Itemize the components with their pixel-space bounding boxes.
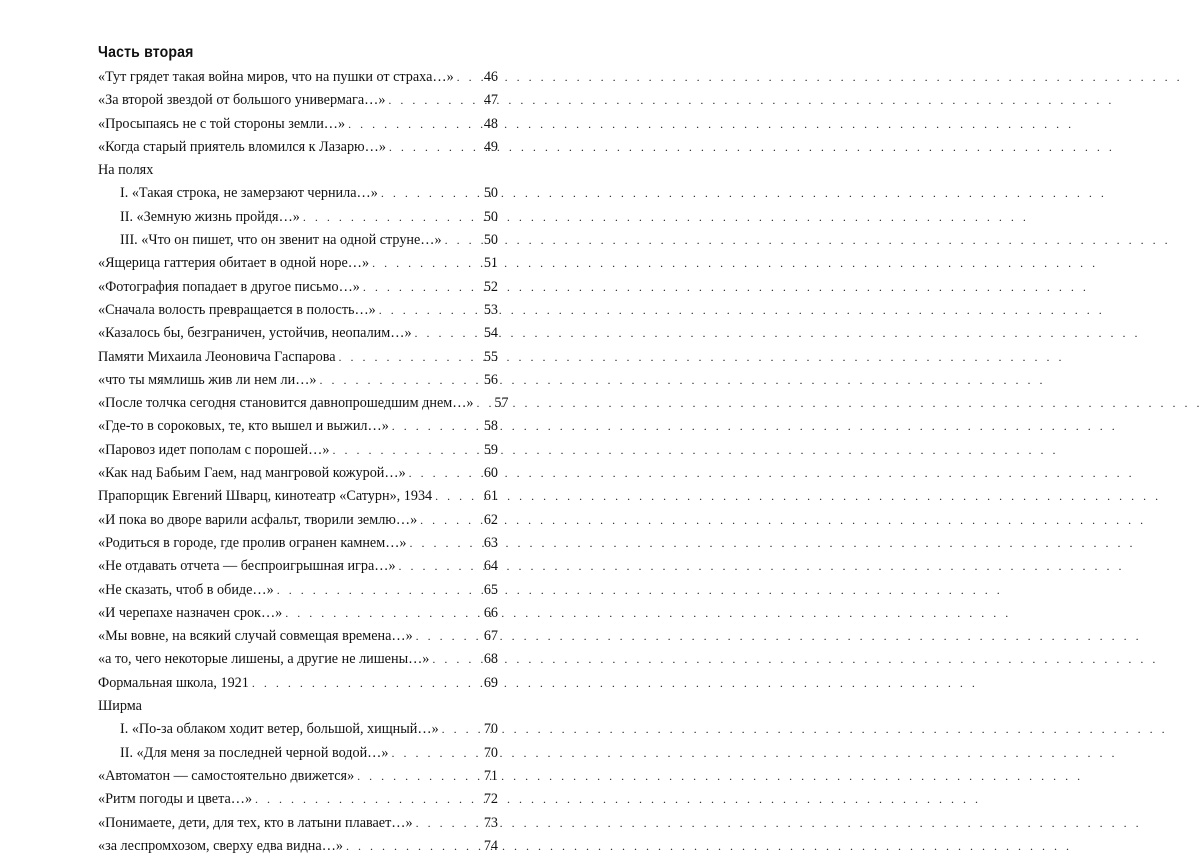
table-of-contents	[98, 66, 509, 858]
toc-entry-page-number: 70	[483, 721, 498, 738]
toc-entry-title: «Ритм погоды и цвета…»	[98, 791, 253, 808]
dot-leader	[439, 718, 476, 741]
dot-leader	[432, 485, 476, 508]
toc-entry	[98, 788, 498, 811]
toc-entry-page-number: 64	[483, 558, 498, 575]
toc-entry-title: III. «Что он пишет, что он звенит на одной струне…»	[120, 232, 442, 249]
dot-leader	[388, 742, 476, 765]
toc-entry-page-number: 60	[483, 465, 498, 482]
toc-entry-title: «Просыпаясь не с той стороны земли…»	[98, 115, 346, 132]
toc-entry-page-number: 59	[483, 441, 498, 458]
toc-entry-title: Формальная школа, 1921	[98, 674, 249, 691]
toc-entry-title: «Казалось бы, безграничен, устойчив, неопалим…»	[98, 325, 412, 342]
toc-entry	[98, 625, 498, 648]
toc-entry	[98, 159, 498, 182]
toc-entry	[98, 229, 498, 252]
dot-leader	[389, 415, 476, 438]
dot-leader	[413, 812, 476, 835]
dot-leader	[329, 439, 476, 462]
toc-entry	[98, 182, 498, 205]
toc-entry-page-number: 69	[483, 674, 498, 691]
toc-entry	[98, 742, 498, 765]
toc-entry	[98, 276, 498, 299]
toc-entry	[98, 648, 498, 671]
toc-entry	[98, 392, 509, 415]
dot-leader	[386, 136, 476, 159]
dot-leader	[376, 299, 476, 322]
dot-leader	[454, 66, 476, 89]
toc-entry-page-number: 74	[483, 837, 498, 854]
toc-entry-page-number: 72	[483, 791, 498, 808]
dot-leader	[413, 625, 476, 648]
dot-leader	[369, 252, 476, 275]
toc-entry-page-number: 53	[483, 301, 498, 318]
toc-entry	[98, 113, 498, 136]
toc-entry-page-number: 57	[494, 395, 509, 412]
toc-entry-page-number: 47	[483, 92, 498, 109]
dot-leader	[274, 579, 476, 602]
dot-leader	[429, 648, 476, 671]
dot-leader	[396, 555, 476, 578]
toc-entry-page-number: 49	[483, 138, 498, 155]
toc-entry-title: I. «По-за облаком ходит ветер, большой, хищный…»	[120, 721, 439, 738]
toc-entry-title: «Автоматон — самостоятельно движется»	[98, 767, 355, 784]
toc-entry	[98, 439, 498, 462]
dot-leader	[343, 835, 476, 858]
toc-entry-title: На полях	[98, 162, 154, 179]
toc-entry-page-number: 66	[483, 604, 498, 621]
document-page	[0, 0, 600, 854]
toc-entry	[98, 555, 498, 578]
toc-entry-title: «Когда старый приятель вломился к Лазарю…»	[98, 138, 386, 155]
dot-leader	[360, 276, 476, 299]
toc-entry-title: «Фотография попадает в другое письмо…»	[98, 278, 360, 295]
toc-entry-title: «Где-то в сороковых, те, кто вышел и выжил…»	[98, 418, 389, 435]
toc-entry	[98, 462, 498, 485]
dot-leader	[474, 392, 487, 415]
toc-entry-page-number: 56	[483, 371, 498, 388]
toc-entry	[98, 206, 498, 229]
dot-leader	[412, 322, 476, 345]
toc-entry	[98, 299, 498, 322]
toc-entry	[98, 812, 498, 835]
toc-entry-page-number: 61	[483, 488, 498, 505]
toc-entry-title: «Понимаете, дети, для тех, кто в латыни плавает…»	[98, 814, 413, 831]
dot-leader	[385, 89, 476, 112]
toc-entry-page-number: 63	[483, 534, 498, 551]
toc-entry-page-number: 55	[483, 348, 498, 365]
toc-entry	[98, 532, 498, 555]
toc-entry-page-number: 50	[483, 232, 498, 249]
toc-entry	[98, 602, 498, 625]
toc-entry-title: Памяти Михаила Леоновича Гаспарова	[98, 348, 336, 365]
toc-entry-title: «Родиться в городе, где пролив огранен камнем…»	[98, 534, 407, 551]
toc-entry-title: «Не сказать, чтоб в обиде…»	[98, 581, 274, 598]
toc-entry-title: «Сначала волость превращается в полость…»	[98, 301, 376, 318]
toc-entry-title: «Тут грядет такая война миров, что на пушки от страха…»	[98, 69, 454, 85]
toc-entry-page-number: 71	[483, 767, 498, 784]
toc-entry	[98, 718, 498, 741]
dot-leader	[417, 509, 476, 532]
dot-leader	[442, 229, 476, 252]
toc-entry-page-number: 73	[483, 814, 498, 831]
dot-leader	[336, 346, 476, 369]
toc-entry-title: «Как над Бабьим Гаем, над мангровой кожурой…»	[98, 465, 406, 482]
toc-entry-title: «за леспромхозом, сверху едва видна…»	[98, 837, 343, 854]
toc-entry	[98, 695, 498, 718]
toc-entry-title: Ширма	[98, 698, 142, 715]
toc-entry-page-number: 65	[483, 581, 498, 598]
toc-entry-page-number: 58	[483, 418, 498, 435]
toc-entry	[98, 579, 498, 602]
dot-leader	[282, 602, 476, 625]
toc-entry-title: «Мы вовне, на всякий случай совмещая времена…»	[98, 628, 413, 645]
toc-entry-page-number: 51	[483, 255, 498, 272]
toc-entry	[98, 509, 498, 532]
toc-entry-title: «Паровоз идет пополам с порошей…»	[98, 441, 330, 458]
toc-entry-title: «Ящерица гаттерия обитает в одной норе…»	[98, 255, 370, 272]
toc-entry	[98, 415, 498, 438]
toc-entry-page-number: 48	[483, 115, 498, 132]
toc-entry	[98, 136, 498, 159]
dot-leader	[249, 672, 476, 695]
toc-entry	[98, 89, 498, 112]
toc-entry-page-number: 54	[483, 325, 498, 342]
toc-entry	[98, 485, 498, 508]
section-heading: Часть вторая	[98, 44, 194, 61]
toc-entry-title: II. «Для меня за последней черной водой…»	[120, 744, 389, 761]
dot-leader	[317, 369, 477, 392]
dot-leader	[354, 765, 476, 788]
toc-entry-title: «Не отдавать отчета — беспроигрышная игра…»	[98, 558, 396, 575]
toc-entry	[98, 835, 498, 858]
dot-leader	[345, 113, 476, 136]
toc-entry	[98, 252, 498, 275]
dot-leader	[406, 462, 476, 485]
toc-entry-title: «И пока во дворе варили асфальт, творили землю…»	[98, 511, 418, 528]
dot-leader	[378, 182, 476, 205]
toc-entry-page-number: 70	[483, 744, 498, 761]
toc-entry-title: «После толчка сегодня становится давнопрошедшим днем…»	[98, 395, 474, 412]
toc-entry-page-number: 67	[483, 628, 498, 645]
toc-entry	[98, 369, 498, 392]
toc-entry-page-number: 68	[483, 651, 498, 668]
toc-entry-title: I. «Такая строка, не замерзают чернила…»	[120, 185, 378, 202]
toc-entry-title: II. «Земную жизнь пройдя…»	[120, 208, 300, 225]
toc-entry-page-number: 62	[483, 511, 498, 528]
toc-entry-title: «а то, чего некоторые лишены, а другие не лишены…»	[98, 651, 430, 668]
toc-entry	[98, 346, 498, 369]
toc-entry-page-number: 50	[483, 185, 498, 202]
toc-entry	[98, 672, 498, 695]
toc-entry-page-number: 46	[483, 69, 498, 85]
toc-entry-title: «За второй звездой от большого универмага…»	[98, 92, 386, 109]
dot-leader	[252, 788, 476, 811]
toc-entry-page-number: 52	[483, 278, 498, 295]
dot-leader	[300, 206, 476, 229]
toc-entry	[98, 765, 498, 788]
toc-entry-title: «что ты мямлишь жив ли нем ли…»	[98, 371, 317, 388]
toc-entry	[98, 322, 498, 345]
dot-leader	[406, 532, 476, 555]
toc-entry-title: Прапорщик Евгений Шварц, кинотеатр «Сатурн», 1934	[98, 488, 433, 505]
toc-entry-title: «И черепахе назначен срок…»	[98, 604, 283, 621]
toc-entry-page-number: 50	[483, 208, 498, 225]
toc-entry	[98, 66, 498, 89]
